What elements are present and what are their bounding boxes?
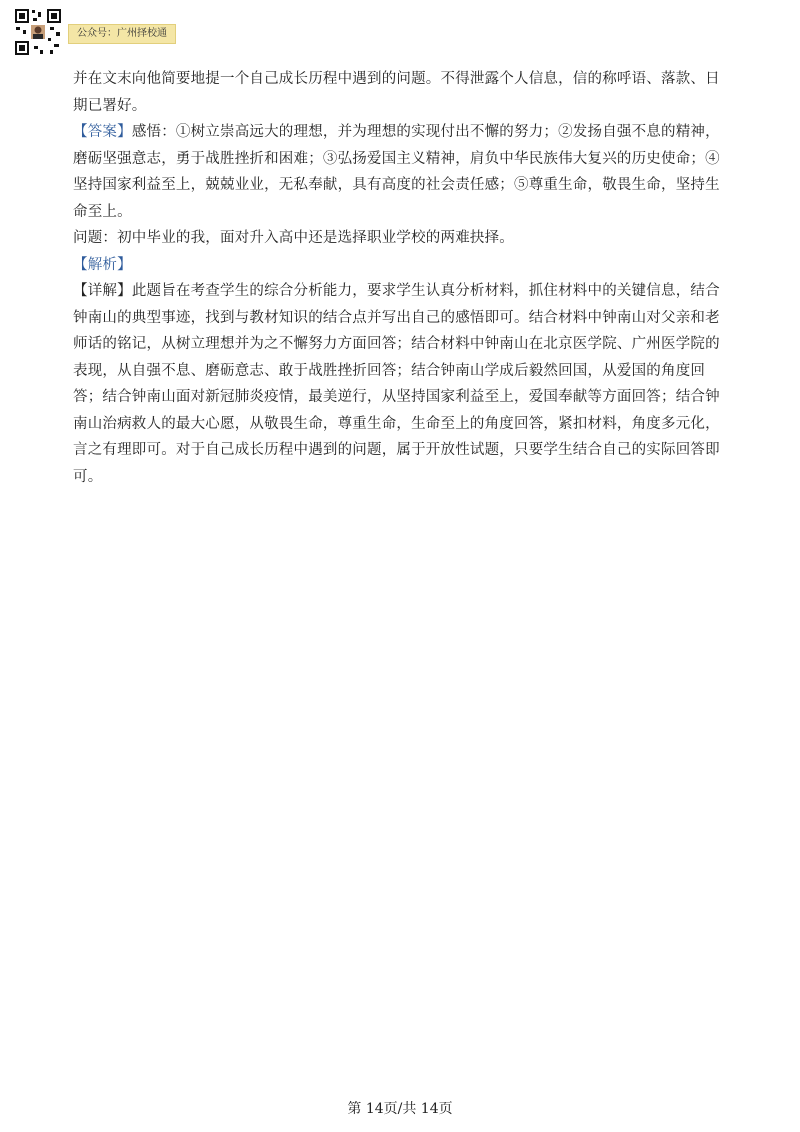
answer-text: 感悟：①树立崇高远大的理想，并为理想的实现付出不懈的努力；②发扬自强不息的精神，磨砺坚强意志，勇于战胜挫折和困难；③弘扬爱国主义精神，肩负中华民族伟大复兴的历史使命；④坚持国家利益至上，兢兢业业，无私奉献，具有高度的社会责任感；⑤尊重生命，敬畏生命，坚持生命至上。	[73, 124, 720, 220]
page-header	[14, 8, 214, 58]
detail-paragraph	[73, 278, 733, 490]
analysis-paragraph	[73, 252, 733, 279]
prompt-line: 并在文末向他简要地提一个自己成长历程中遇到的问题。不得泄露个人信息，信的称呼语、落款、日期已署好。	[73, 71, 720, 114]
detail-text: 此题旨在考查学生的综合分析能力，要求学生认真分析材料，抓住材料中的关键信息，结合钟南山的典型事迹，找到与教材知识的结合点并写出自己的感悟即可。结合材料中钟南山对父亲和老师话的铭记，从树立理想并为之不懈努力方面回答；结合材料中钟南山在北京医学院、广州医学院的表现，从自强不息、磨砺意志、敢于战胜挫折回答；结合钟南山学成后毅然回国，从爱国的角度回答；结合钟南山面对新冠肺炎疫情，最美逆行，从坚持国家利益至上，爱国奉献等方面回答；结合钟南山治病救人的最大心愿，从敬畏生命，尊重生命，生命至上的角度回答，紧扣材料，角度多元化，言之有理即可。对于自己成长历程中遇到的问题，属于开放性试题，只要学生结合自己的实际回答即可。	[73, 283, 720, 485]
account-tag: 公众号：广州择校通	[68, 24, 176, 44]
document-body	[73, 66, 733, 490]
answer-paragraph	[73, 119, 733, 225]
answer-label: 【答案】	[73, 124, 132, 140]
page-number: 第 14页/共 14页	[347, 1101, 453, 1117]
question-text: 问题：初中毕业的我，面对升入高中还是选择职业学校的两难抉择。	[73, 230, 514, 246]
detail-label: 【详解】	[73, 283, 132, 299]
qr-code-icon	[14, 8, 62, 56]
analysis-label: 【解析】	[73, 256, 132, 273]
